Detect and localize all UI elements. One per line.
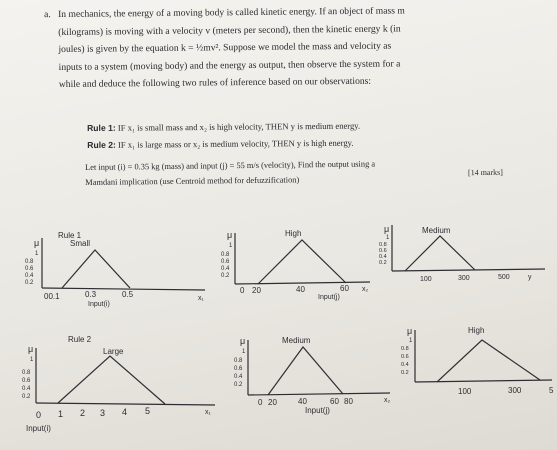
y-tick: 0.6 (234, 366, 243, 372)
y-tick: 0.6 (221, 259, 230, 265)
x-tick: 300 (508, 386, 522, 395)
x-tick: 60 (330, 397, 339, 406)
r1-velocity-set-label: High (285, 229, 302, 238)
y-tick-one: 1 (229, 243, 233, 249)
x-axis-line (235, 282, 370, 284)
y-tick: 0.2 (401, 370, 409, 376)
mu-symbol: μ (384, 224, 390, 234)
y-tick: 0.2 (234, 382, 243, 388)
large-mass-triangle (58, 356, 165, 404)
y-tick: 0.8 (25, 259, 34, 265)
high-velocity-triangle (258, 240, 346, 284)
x-tick: 40 (296, 285, 305, 294)
x-tick: 4 (122, 407, 128, 417)
x-tick: 80 (344, 397, 353, 406)
graph-r2-velocity (248, 340, 390, 395)
question-line: inputs to a system (moving body) and the energy as output, then observe the system for a (58, 57, 401, 73)
y-tick: 0.6 (22, 378, 31, 384)
axis-label: Input(i) (88, 301, 110, 308)
x-tick: 00.1 (44, 292, 60, 301)
y-tick: 0.4 (221, 266, 230, 272)
x-tick: 5 (145, 406, 151, 416)
r1-title: Rule 1 (58, 231, 82, 240)
r1-mass-set-label: Small (70, 239, 91, 248)
y-tick-one: 1 (35, 251, 39, 257)
y-tick-one: 1 (30, 357, 34, 363)
y-tick: 0.8 (221, 252, 230, 258)
r2-title: Rule 2 (68, 335, 92, 344)
x-tick: 60 (340, 284, 349, 293)
x-tick: 5 (549, 386, 554, 395)
y-tick-one: 1 (409, 338, 413, 344)
y-tick: 0.2 (221, 273, 230, 279)
x-tick: 20 (252, 286, 261, 295)
x-tick: 0.5 (122, 290, 134, 299)
axis-label: Input(j) (318, 294, 340, 301)
x-axis-line (415, 380, 552, 382)
small-mass-triangle (62, 250, 130, 288)
question-line: In mechanics, the energy of a moving body is called kinetic energy. If an object of mass m (58, 5, 405, 20)
graph-r2-mass (36, 348, 215, 405)
x-tick: 100 (458, 387, 472, 396)
medium-energy-triangle (405, 236, 475, 271)
x-tick: 100 (420, 276, 432, 283)
var-label: x₁ (198, 295, 204, 302)
y-tick: 0.6 (379, 248, 387, 254)
task-line-1: Let input (i) = 0.35 kg (mass) and input (j) = 55 m/s (velocity), Find the output using a (85, 159, 376, 172)
y-tick: 0.4 (401, 362, 409, 368)
question-line: (kilograms) is moving with a velocity v (meters per second), then the kinetic energy k (in (58, 22, 401, 38)
x-tick: 500 (498, 274, 510, 281)
mu-symbol: μ (227, 230, 233, 240)
high-energy-triangle (437, 340, 540, 382)
marks-label: [14 marks] (467, 167, 503, 178)
x-tick: 1 (58, 409, 64, 419)
axis-label: Input(j) (305, 406, 330, 415)
y-tick-one: 1 (242, 349, 246, 355)
y-tick: 0.4 (22, 386, 31, 392)
x-tick: 0 (240, 286, 245, 295)
graph-r1-output (392, 225, 545, 271)
x-tick: 300 (458, 275, 470, 282)
y-tick: 0.4 (25, 273, 34, 279)
y-tick: 0.2 (22, 394, 31, 400)
graph-r1-velocity (235, 233, 370, 284)
task-line-2: Mamdani implication (use Centroid method for defuzzification) (85, 175, 300, 187)
y-tick: 0.8 (401, 346, 409, 352)
x-axis-line (392, 269, 545, 271)
question-line: while and deduce the following two rules of inference based on our observations: (58, 75, 372, 90)
question-line: joules) is given by the equation k = ½mv². Suppose we model the mass and velocity as (58, 40, 392, 55)
x-tick: 3 (100, 408, 106, 418)
y-tick: 0.8 (234, 358, 243, 364)
y-tick: 0.6 (401, 354, 409, 360)
rule-1-label: Rule 1: (87, 122, 116, 133)
x-tick: 0.3 (85, 290, 97, 299)
y-tick-one: 1 (386, 235, 390, 241)
x-tick: 0 (36, 410, 42, 420)
y-tick: 0.4 (379, 254, 387, 260)
r2-mass-set-label: Large (103, 347, 124, 356)
graph-r2-output (415, 330, 552, 382)
r2-velocity-set-label: Medium (282, 336, 311, 345)
y-tick: 0.2 (379, 260, 387, 266)
r2-output-set-label: High (468, 326, 485, 335)
axis-label: Input(i) (26, 424, 51, 433)
x-tick: 20 (268, 398, 277, 407)
var-label: x₁ (205, 409, 211, 416)
rule-1-text: IF x₁ is small mass and x₂ is high velocity, THEN y is medium energy. (117, 120, 361, 133)
x-tick: 2 (80, 408, 86, 418)
x-axis-line (36, 403, 215, 405)
y-tick: 0.4 (234, 374, 243, 380)
y-tick: 0.6 (25, 266, 34, 272)
question-number: a. (44, 9, 51, 21)
mu-symbol: μ (240, 336, 246, 346)
y-tick: 0.8 (22, 370, 31, 376)
x-tick: 40 (298, 397, 307, 406)
y-tick: 0.2 (25, 280, 34, 286)
mu-symbol: μ (28, 344, 34, 354)
var-label: y (528, 274, 532, 281)
var-label: x₂ (362, 286, 369, 293)
var-label: x₂ (384, 397, 391, 404)
r1-output-set-label: Medium (422, 226, 451, 235)
y-tick: 0.8 (379, 242, 387, 248)
rule-2-text: IF x₁ is large mass or x₂ is medium velocity, THEN y is high energy. (117, 137, 354, 150)
graph-r1-mass (42, 238, 205, 290)
x-tick: 0 (258, 398, 263, 407)
mu-symbol: μ (407, 326, 413, 336)
rule-2-label: Rule 2: (87, 139, 116, 150)
mu-symbol: μ (34, 238, 40, 248)
medium-velocity-triangle (268, 347, 343, 395)
